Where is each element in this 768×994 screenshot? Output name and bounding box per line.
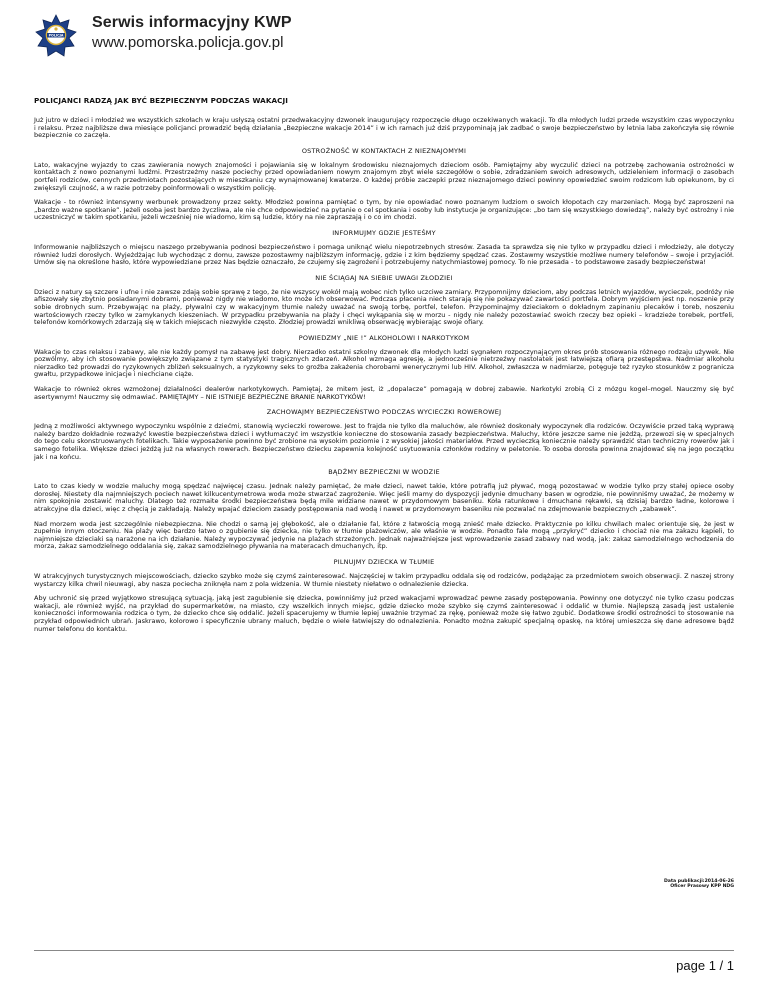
publication-info (434, 879, 734, 890)
police-star-badge-icon (34, 14, 78, 58)
footer-divider (34, 950, 734, 951)
page-number: page 1 / 1 (676, 958, 734, 973)
section-paragraph: Wakacje - to również intensywny werbunek prowadzony przez sekty. Młodzież powinna pamiętać o tym, by nie opowiadać nowo poznanym ludziom o swoich kłopotach czy marzeniach. Mogą być zaproszeni na „bardzo ważne spotkanie”. Jeżeli osoba jest bardzo życzliwa, ale nie chce odpowiedzieć na pytanie o cel spotkania i osoby lub instytucje je organizujące: „bo tam się wszystkiego dowiedzą”, należy być ostrożny i nie uczestniczyć w takim spotkaniu, jeżeli wcześniej nie wiadomo, kim są ludzie, który na nie zapraszają i o co im chodzi. (34, 198, 734, 222)
article-intro: Już jutro w dzieci i młodzież we wszystkich szkołach w kraju usłyszą ostatni przedwakacyjny dzwonek inaugurujący rozpoczęcie długo oczekiwanych wakacji. To dla młodych ludzi przede wszystkim czas wypoczynku i relaksu. Przez najbliższe dwa miesiące policjanci prowadzić będą działania „Bezpieczne wakacje 2014” i w ich ramach już dziś przypominają jak zadbać o swoje bezpieczeństwo by letnia laba zakończyła się równie bezpiecznie co zaczęła. (34, 116, 734, 140)
section-paragraph: Dzieci z natury są szczere i ufne i nie zawsze zdają sobie sprawę z tego, że nie wszyscy wokół mają wobec nich tylko uczciwe zamiary. Przypomnijmy dzieciom, aby podczas letnich wyjazdów, wycieczek, podróży nie afiszowały się zbytnio posiadanymi dobrami, ponieważ nigdy nie wiadomo, kto może ich obserwować. Podczas płacenia niech starają się nie pokazywać zawartości portfela. Dobrym wyjściem jest np. noszenie przy sobie drobnych sum. Przebywając na plaży, pływalni czy w wakacyjnym tłumie należy uważać na swoją torbę, portfel, telefon. Przypominajmy dzieciakom o dokładnym zapinaniu plecaków i toreb, noszeniu wartościowych rzeczy tylko w zamykanych kieszeniach. W przypadku przebywania na plaży i chęci wykąpania się w morzu - nigdy nie należy pozostawiać swoich rzeczy bez opieki – kradzieże torebek, portfeli, telefonów komórkowych zdarzają się w takich miejscach niezwykle często. Złodziej prowadzi wnikliwą obserwację wybierając swoje ofiary. (34, 287, 734, 327)
section-paragraph: Wakacje to również okres wzmożonej działalności dealerów narkotykowych. Pamiętaj, że mitem jest, iż „dopalacze” pomagają w dobrej zabawie. Narkotyki zrobią Ci z mózgu kogel–mogel. Nauczmy się być asertywnym! Nauczmy się odmawiać. PAMIĘTAJMY – NIE ISTNIEJE BEZPIECZNE BRANIE NARKOTYKÓW! (34, 385, 734, 401)
site-title: Serwis informacyjny KWP (92, 14, 292, 31)
section-paragraph: Jedną z możliwości aktywnego wypoczynku wspólnie z dziećmi, stanowią wycieczki rowerowe. Jest to frajda nie tylko dla maluchów, ale również doskonały wypoczynek dla rodziców. Oczywiście przed taką wyprawą należy bardzo dokładnie rozważyć kwestie bezpieczeństwa dzieci i wytłumaczyć im wszystkie konieczne do stosowania zasady bezpieczeństwa. Maluchy, które jeszcze same nie jeżdżą, przewozi się w specjalnych do tego celu skonstruowanych fotelikach. Takie wyposażenie powinno być zrobione na wysokim poziomie i z wysokiej jakości materiałów. Przed wycieczką koniecznie należy sprawdzić stan techniczny rowerów jak i samego fotelika. Większe dzieci jeżdżą już na własnych rowerach. Bezpieczeństwo dziecku zapewnia kolejność usytuowania członków rodziny w peletonie. To osoba dorosła powinna znajdować się na jego początku jak i na końcu. (34, 422, 734, 461)
section-paragraph: Nad morzem woda jest szczególnie niebezpieczna. Nie chodzi o samą jej głębokość, ale o działanie fal, które z łatwością mogą znieść małe dziecko. Praktycznie po kilku chwilach malec orientuje się, że jest w zupełnie innym otoczeniu. Na plaży więc bardzo łatwo o zgubienie się dziecka, nie tylko w tłumie plażowiczów, ale właśnie w wodzie. Ponadto fale mogą „przykryć” dziecko i chociaż nie ma zakazu kąpieli, to najmniejsze dzieciaki są narażone na ich działanie. Należy wypoczywać jedynie na plażach strzeżonych. Jednak najważniejsze jest wprowadzenie zasad zabawy nad wodą, jak: zakaz samodzielnego wchodzenia do morza, zakaz samodzielnego oddalania się, zakaz samodzielnego pływania na materacach dmuchanych, itp. (34, 519, 734, 551)
section-heading-thieves: NIE ŚCIĄGAJ NA SIEBIE UWAGI ZŁODZIEI (315, 273, 453, 282)
section-heading-bicycle: ZACHOWAJMY BEZPIECZEŃSTWO PODCZAS WYCIECZKI ROWEROWEJ (266, 408, 502, 417)
section-heading-alcohol-drugs: POWIEDZMY „NIE !” ALKOHOLOWI I NARKOTYKOM (298, 333, 470, 342)
site-url[interactable]: www.pomorska.policja.gov.pl (92, 34, 284, 51)
badge-text: POLICJA (48, 33, 64, 38)
section-paragraph: Lato, wakacyjne wyjazdy to czas zawierania nowych znajomości i pojawiania się w lokalnym środowisku nieznajomych dzieciom osób. Pamiętajmy aby wyczulić dzieci na potrzebę zachowania ostrożności w kontaktach z nowo poznanymi ludźmi. Przestrzeżmy nasze pociechy przed opowiadaniem nowym znajomym zbyt wiele szczegółów o sobie, zdradzaniem swoich adresowych, udzieleniem informacji o zasobach portfeli rodziców, cennych przedmiotach pozostających w mieszkaniu czy wynajmowanej kwaterze. O każdej próbie zaczepki przez nieznajomego dzieci powinny opowiedzieć swoim rodzicom lub opiekunom, by ci zwiększyli czujność, a w razie potrzeby poinformowali o wszystkim policję. (34, 160, 734, 192)
publication-date: Data publikacji:2014-06-26 (663, 879, 734, 884)
publication-author: Oficer Prasowy KPP NDG (670, 884, 734, 890)
section-heading-strangers: OSTROŻNOŚĆ W KONTAKTACH Z NIEZNAJOMYMI (301, 146, 467, 155)
section-paragraph: Lato to czas kiedy w wodzie maluchy mogą spędzać najwięcej czasu. Jednak należy pamiętać, że małe dzieci, nawet takie, które potrafią już pływać, mogą pozostawać w wodzie tylko przy stałej opiece osoby dorosłej. Niestety dla najmniejszych pociech nawet kilkucentymetrowa woda może stwarzać zagrożenie. Więc jeśli mamy do dyspozycji jedynie dmuchany basen w ogrodzie, nie powinniśmy uważać, że możemy w nim spokojnie zostawić maluchy. Dlatego też rozmaite środki bezpieczeństwa będą mile widziane nawet w przydomowym baseniku. Koła ratunkowe i dmuchane rękawki, są dzisiaj bardzo ładne, kolorowe i atrakcyjne dla dzieci, więc z chęcią je zakładają. Należy wpajać dzieciom zasady postępowania nad wodą i nawet w przydomowym baseniku nie pozwalać na zdejmowanie bezpiecznych „zabawek”. (34, 482, 734, 513)
section-paragraph: Aby uchronić się przed wyjątkowo stresującą sytuacją, jaką jest zagubienie się dziecka, powinniśmy już przed wakacjami wprowadzać pewne zasady postępowania. Powinny one dotyczyć nie tylko czasu podczas wakacji, ale również wyjść, na przykład do supermarketów, na miasto, czy wszelkich innych miejsc, gdzie dziecko może szybko się czymś zainteresować i oddalić w tłumie. Najlepszą zasadą jest ustalenie konieczności informowania rodzica o tym, że dziecko chce się oddalić. Jeżeli spacerujemy w tłumie lepiej uważnie trzymać za rękę, ponieważ może się łatwo zgubić. Dodatkowe środki ostrożności to stosowanie na przykład odpowiednich ubrań. Jaskrawo, kolorowo i specyficznie ubrany maluch, będzie o wiele łatwiejszy do odnalezienia. Ponadto można zakupić specjalną opaskę, na której umieszcza się dane adresowe bądź numer telefonu do kontaktu. (34, 594, 734, 633)
section-paragraph: Informowanie najbliższych o miejscu naszego przebywania podnosi bezpieczeństwo i pomaga uniknąć wielu niepotrzebnych stresów. Zasada ta sprawdza się nie tylko w przypadku dzieci i młodzieży, ale dotyczy również ludzi dorosłych. Wyjeżdżając lub wychodząc z domu, zawsze pozostawmy najbliższym informację, gdzie i z kim będziemy spędzać czas. Zostawmy wszystkie możliwe numery telefonów – swoje i przyjaciół. Umów się na określone hasło, które wypowiedziane przez Nas będzie oznaczało, że czujemy się zagrożeni i potrzebujemy natychmiastowej pomocy. To nie przesada - to podstawowe zasady bezpieczeństwa! (34, 242, 734, 267)
site-header (34, 14, 734, 54)
section-paragraph: W atrakcyjnych turystycznych miejscowościach, dziecko szybko może się czymś zainteresować. Najczęściej w takim przypadku oddala się od rodziców, podążając za przedmiotem swoich obserwacji. Z naszej strony wystarczy kilka chwil nieuwagi, aby nasza pociecha zniknęła nam z pola widzenia. W tłumie niestety niełatwo o odnalezienie dziecka. (34, 571, 734, 588)
section-paragraph: Wakacje to czas relaksu i zabawy, ale nie każdy pomysł na zabawę jest dobry. Nierzadko ostatni szkolny dzwonek dla młodych ludzi sygnałem rozpoczynającym okres prób stosowania różnego rodzaju używek. Nie pozwólmy, aby ich stosowanie powiększyło związane z tym statystyki tragicznych zdarzeń. Alkohol wzmaga agresję, a jednocześnie nietrzeźwy nastolatek jest łatwiejszą ofiarą przestępstwa. Nadmiar alkoholu nierzadko też prowadzi do ryzykownych zbliżeń seksualnych, a ryzykowny seks to groźba zakażenia chorobami wenerycznymi lub HIV. Alkohol, zwłaszcza w nadmiarze, potęguje też ryzyko stosunków z pogranicza gwałtu, przypadkowe inicjacje i niechciane ciąże. (34, 347, 734, 379)
section-heading-water: BĄDŹMY BEZPIECZNI W WODZIE (328, 468, 440, 477)
article-title: POLICJANCI RADZĄ JAK BYĆ BEZPIECZNYM PODCZAS WAKACJI (34, 96, 289, 105)
article-body (34, 96, 734, 640)
section-heading-inform: INFORMUJMY GDZIE JESTEŚMY (332, 228, 436, 237)
section-heading-crowd: PILNUJMY DZIECKA W TŁUMIE (333, 557, 435, 566)
